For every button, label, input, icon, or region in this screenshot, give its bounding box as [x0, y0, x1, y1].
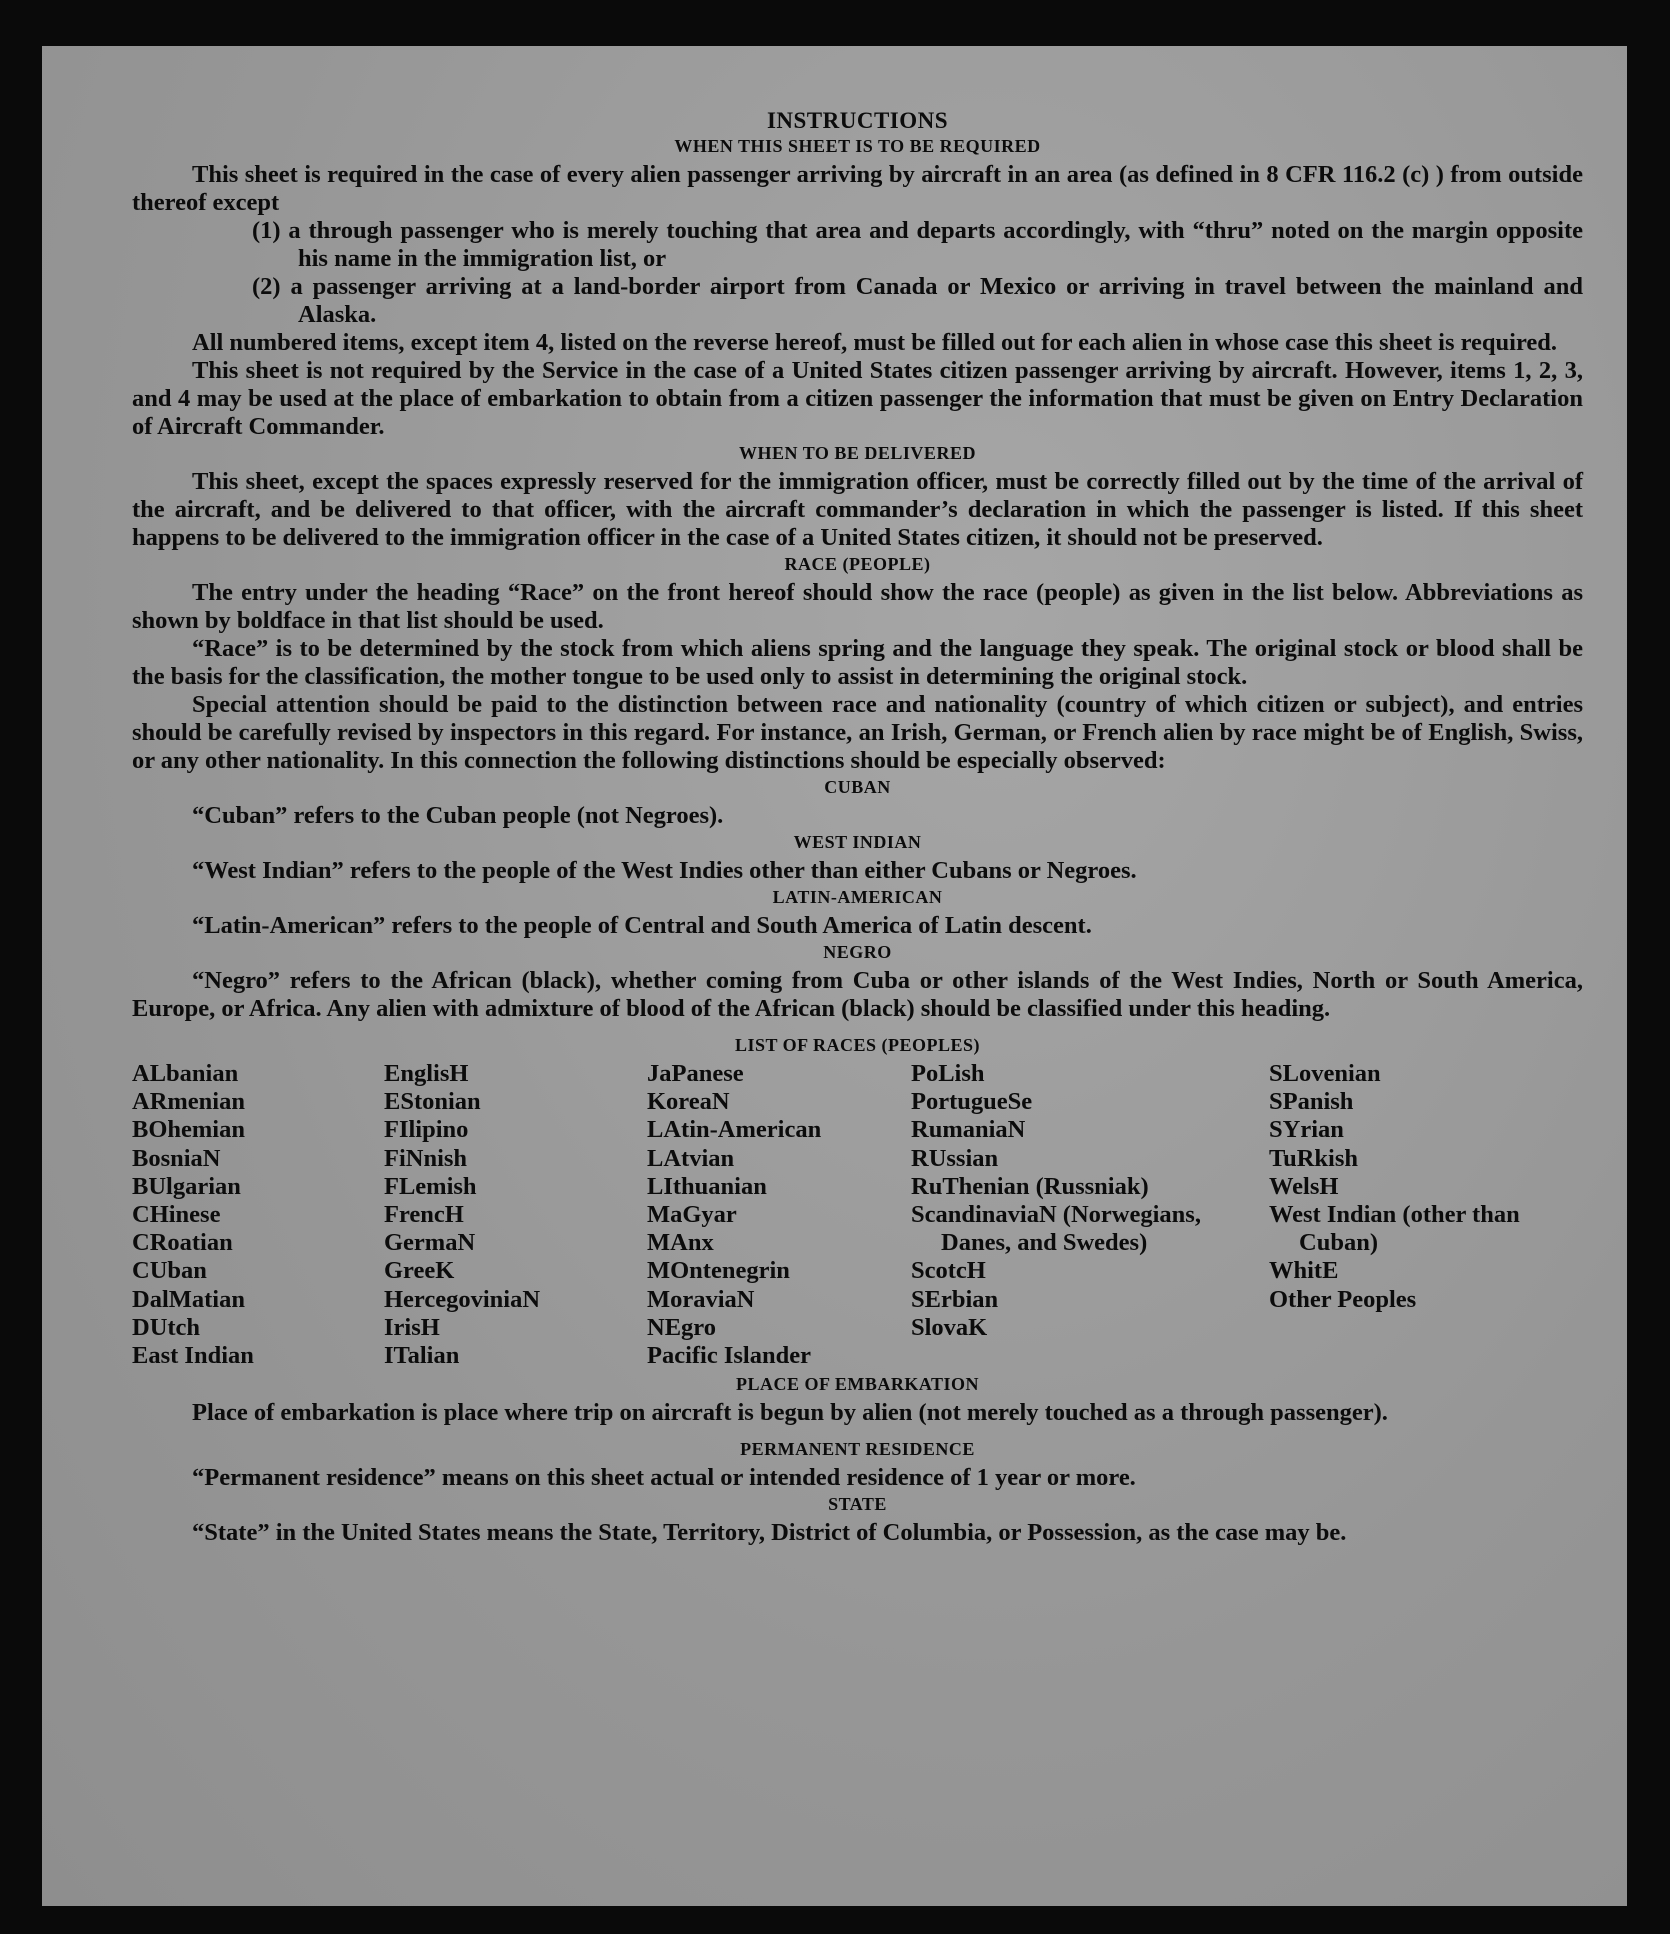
paragraph-latin-american: “Latin-American” refers to the people of Central and South America of Latin descent. — [192, 912, 1092, 939]
race-item: LIthuanian — [647, 1172, 767, 1200]
race-item: DUtch — [132, 1313, 201, 1341]
heading-place-of-embarkation: PLACE OF EMBARKATION — [735, 1374, 979, 1395]
race-item: SErbian — [911, 1285, 999, 1313]
heading-when-delivered: WHEN TO BE DELIVERED — [739, 443, 976, 463]
paragraph-required-2: All numbered items, except item 4, listed on the reverse hereof, must be filled out for each alien in whose case this sheet is required. — [192, 329, 1558, 356]
list-item-exception-1: (1) a through passenger who is merely touching that area and departs accordingly, with “thru” noted on the margin opposite his name in the immigration list, or — [252, 217, 1583, 272]
paragraph-required-1: This sheet is required in the case of every alien passenger arriving by aircraft in an area (as defined in 8 CFR 116.2 (c) ) from outside thereof except — [132, 161, 1583, 216]
race-item: CUban — [132, 1257, 207, 1285]
race-item: DalMatian — [132, 1285, 245, 1313]
race-item: ALbanian — [132, 1060, 239, 1087]
race-item: ScandinaviaN (Norwegians, Danes, and Swedes) — [911, 1201, 1201, 1257]
heading-west-indian: WEST INDIAN — [793, 832, 922, 852]
race-item: SYrian — [1269, 1116, 1344, 1144]
paragraph-cuban: “Cuban” refers to the Cuban people (not Negroes). — [192, 802, 724, 829]
instruction-sheet — [42, 46, 1627, 1906]
paragraph-race-3: Special attention should be paid to the distinction between race and nationality (country of which citizen or subject), and entries should be carefully revised by inspectors in this regard. For instance, an Irish, German, or French alien by race might be of English, Swiss, or any other nationality. In this connection the following distinctions should be especially observed: — [132, 691, 1583, 774]
race-item: RumaniaN — [911, 1116, 1026, 1144]
heading-permanent-residence: PERMANENT RESIDENCE — [740, 1439, 975, 1460]
races-column-3 — [647, 1060, 911, 1370]
race-item: MAnx — [647, 1229, 714, 1257]
race-item: FiNnish — [384, 1144, 468, 1172]
heading-list-of-races: LIST OF RACES (PEOPLES) — [734, 1035, 981, 1055]
paragraph-permanent-residence: “Permanent residence” means on this sheet actual or intended residence of 1 year or more. — [192, 1464, 1136, 1492]
race-item: WhitE — [1269, 1257, 1339, 1285]
races-column-5 — [1269, 1060, 1534, 1370]
race-item: MaGyar — [647, 1201, 737, 1229]
race-item: BOhemian — [132, 1116, 245, 1144]
paragraph-delivered: This sheet, except the spaces expressly reserved for the immigration officer, must be correctly filled out by the time of the arrival of the aircraft, and be delivered to that officer, with the aircraft commander’s declaration in which the passenger is listed. If this sheet happens to be delivered to the immigration officer in the case of a United States citizen, it should not be preserved. — [132, 468, 1583, 551]
paragraph-negro: “Negro” refers to the African (black), whether coming from Cuba or other islands of the West Indies, North or South America, Europe, or Africa. Any alien with admixture of blood of the African (black) should be classified under this heading. — [132, 967, 1583, 1022]
heading-state: STATE — [828, 1494, 887, 1515]
race-item: East Indian — [132, 1342, 254, 1370]
race-item: PoLish — [911, 1060, 985, 1087]
paragraph-embarkation: Place of embarkation is place where trip on aircraft is begun by alien (not merely touched as a through passenger). — [192, 1399, 1388, 1427]
race-item: HercegoviniaN — [384, 1285, 541, 1313]
race-item: LAtvian — [647, 1144, 735, 1172]
race-item: TuRkish — [1269, 1144, 1359, 1172]
race-item: FrencH — [384, 1201, 464, 1229]
race-item: CRoatian — [132, 1229, 233, 1257]
races-column-1 — [132, 1060, 384, 1370]
race-item: FIlipino — [384, 1116, 469, 1144]
paragraph-required-3: This sheet is not required by the Service in the case of a United States citizen passenger arriving by aircraft. However, items 1, 2, 3, and 4 may be used at the place of embarkation to obtain from a citizen passenger the information that must be given on Entry Declaration of Aircraft Commander. — [132, 357, 1583, 440]
races-column-2 — [384, 1060, 647, 1370]
race-item: West Indian (other than Cuban) — [1269, 1201, 1520, 1257]
race-item: MOntenegrin — [647, 1257, 790, 1285]
race-item: BUlgarian — [132, 1172, 241, 1200]
heading-negro: NEGRO — [823, 942, 892, 962]
race-item: WelsH — [1269, 1172, 1339, 1200]
heading-when-required: WHEN THIS SHEET IS TO BE REQUIRED — [674, 136, 1041, 156]
race-item: NEgro — [647, 1313, 716, 1341]
race-item: EnglisH — [384, 1060, 469, 1087]
race-item: ITalian — [384, 1342, 460, 1370]
race-item: RuThenian (Russniak) — [911, 1172, 1149, 1200]
race-item: SPanish — [1269, 1088, 1354, 1116]
race-item: KoreaN — [647, 1088, 730, 1116]
page-title: INSTRUCTIONS — [766, 108, 949, 133]
race-item: CHinese — [132, 1201, 221, 1229]
race-item: ScotcH — [911, 1257, 986, 1285]
race-item: MoraviaN — [647, 1285, 755, 1313]
race-item: GreeK — [384, 1257, 455, 1285]
race-item: FLemish — [384, 1172, 477, 1200]
heading-cuban: CUBAN — [824, 777, 891, 797]
races-table — [132, 1060, 1583, 1370]
race-item: BosniaN — [132, 1144, 221, 1172]
race-item: SLovenian — [1269, 1060, 1381, 1087]
heading-race: RACE (PEOPLE) — [784, 554, 931, 574]
race-item: LAtin-American — [647, 1116, 822, 1144]
race-item: SlovaK — [911, 1313, 988, 1341]
race-item: JaPanese — [647, 1060, 744, 1087]
race-item: GermaN — [384, 1229, 476, 1257]
races-column-4 — [911, 1060, 1269, 1370]
paragraph-state: “State” in the United States means the State, Territory, District of Columbia, or Possession, as the case may be. — [192, 1519, 1347, 1547]
list-item-exception-2: (2) a passenger arriving at a land-border airport from Canada or Mexico or arriving in travel between the mainland and Alaska. — [252, 273, 1583, 328]
race-item: IrisH — [384, 1313, 440, 1341]
race-item: EStonian — [384, 1088, 481, 1116]
race-item: RUssian — [911, 1144, 999, 1172]
paragraph-race-2: “Race” is to be determined by the stock from which aliens spring and the language they speak. The original stock or blood shall be the basis for the classification, the mother tongue to be used only to assist in determining the original stock. — [132, 635, 1583, 690]
race-item: ARmenian — [132, 1088, 245, 1116]
paragraph-race-1: The entry under the heading “Race” on the front hereof should show the race (people) as given in the list below. Abbreviations as shown by boldface in that list should be used. — [132, 579, 1583, 634]
race-item: PortugueSe — [911, 1088, 1033, 1116]
race-item: Pacific Islander — [647, 1342, 811, 1370]
heading-latin-american: LATIN-AMERICAN — [772, 887, 943, 907]
paragraph-west-indian: “West Indian” refers to the people of the West Indies other than either Cubans or Negroes. — [192, 857, 1137, 884]
race-item: Other Peoples — [1269, 1285, 1417, 1313]
